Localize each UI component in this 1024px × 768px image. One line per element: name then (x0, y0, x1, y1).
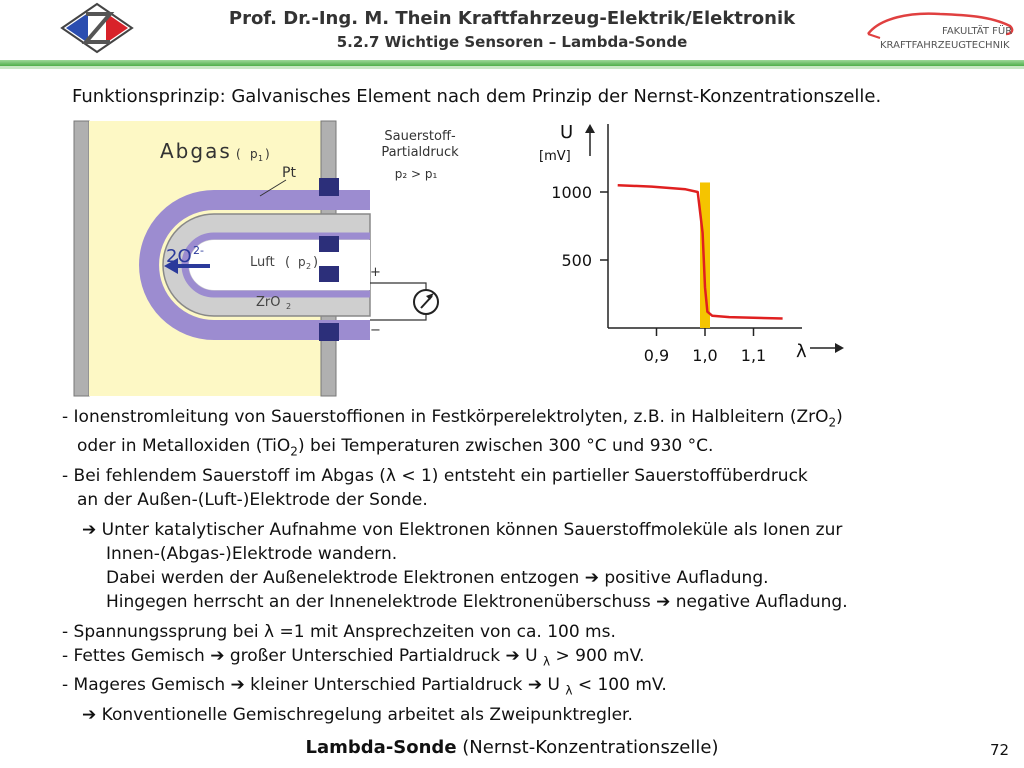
bullet-missing-oxygen-cont: an der Außen-(Luft-)Elektrode der Sonde. (77, 489, 428, 510)
ion-label: 2O (166, 246, 192, 267)
pt-label: Pt (282, 165, 296, 181)
bullet-list (62, 405, 1012, 727)
bullet-rich-mixture: - Fettes Gemisch ➔ großer Unterschied Partialdruck ➔ U $_\lambda$ > 900 mV. (62, 645, 645, 669)
abgas-p-close: ) (265, 147, 270, 161)
partialdruck-label-line1: Sauerstoff- (384, 129, 456, 144)
partialdruck-label-line2: Partialdruck (381, 145, 459, 160)
seal-bottom (319, 323, 339, 341)
housing-left-wall (74, 121, 89, 396)
abgas-p-open: ( (236, 147, 241, 161)
bullet-lean-mixture: - Mageres Gemisch ➔ kleiner Unterschied Partialdruck ➔ U $_\lambda$ < 100 mV. (62, 675, 667, 698)
wire-plus (370, 283, 426, 290)
luft-label: Luft (250, 255, 275, 270)
y-tick-label: 500 (561, 251, 592, 270)
arrow-icon: ➔ (656, 591, 671, 612)
header-title: Prof. Dr.-Ing. M. Thein Kraftfahrzeug-Elektrik/Elektronik (228, 8, 796, 29)
faculty-logo (860, 4, 1020, 54)
bullet-ion-conduction-cont: oder in Metalloxiden (TiO$_2$) bei Temperaturen zwischen 300 °C und 930 °C. (77, 436, 714, 459)
bullet-two-point-control: ➔ Konventionelle Gemischregelung arbeitet als Zweipunktregler. (82, 704, 633, 725)
y-axis-label: U (560, 122, 574, 143)
sensor-diagram (64, 116, 484, 401)
arrow-icon: ➔ (584, 567, 599, 588)
principle-text: Funktionsprinzip: Galvanisches Element nach dem Prinzip der Nernst-Konzentrationszelle. (72, 86, 882, 107)
seal-upper (319, 236, 339, 252)
x-axis-label: λ (796, 341, 807, 362)
abgas-label: Abgas (160, 139, 232, 163)
arrow-icon: ➔ (82, 519, 97, 540)
y-tick-label: 1000 (551, 183, 592, 202)
luft-p: p (298, 255, 306, 269)
zro2-label-sub: 2 (286, 302, 292, 311)
seal-lower (319, 266, 339, 282)
bullet-negative-charge: Hingegen herrscht an der Innenelektrode Elektronenüberschuss ➔ negative Aufladung. (106, 591, 848, 612)
x-axis-arrowhead (835, 343, 844, 353)
x-tick-label: 1,1 (740, 346, 767, 365)
bullet-catalytic-cont: Innen-(Abgas-)Elektrode wandern. (106, 543, 398, 564)
slide-footer (0, 737, 1024, 758)
header-subtitle: 5.2.7 Wichtige Sensoren – Lambda-Sonde (336, 33, 688, 51)
x-tick-label: 0,9 (643, 346, 670, 365)
faculty-logo-line1: FAKULTÄT FÜR (942, 26, 1013, 37)
luft-p-close: ) (313, 255, 319, 270)
lambda-chart (532, 116, 872, 376)
arrow-icon: ➔ (505, 645, 520, 666)
arrow-icon: ➔ (230, 675, 245, 696)
bullet-voltage-jump: - Spannungssprung bei λ =1 mit Ansprechzeiten von ca. 100 ms. (62, 621, 616, 642)
abgas-p-sub: 1 (258, 154, 264, 163)
lambda-one-highlight (700, 182, 710, 328)
zro2-label: ZrO (256, 295, 281, 310)
abgas-p: p (250, 147, 258, 161)
page-number: 72 (990, 741, 1010, 759)
wire-minus (370, 314, 426, 320)
pressure-relation: p₂ > p₁ (394, 167, 438, 181)
plus-sign: + (370, 265, 381, 280)
footer-title: Lambda-Sonde (305, 737, 457, 758)
bullet-catalytic: ➔ Unter katalytischer Aufnahme von Elektronen können Sauerstoffmoleküle als Ionen zur (82, 519, 843, 540)
arrow-icon: ➔ (527, 675, 543, 696)
ion-label-sup: 2- (193, 244, 204, 257)
arrow-icon: ➔ (82, 704, 97, 725)
arrow-icon: ➔ (210, 645, 225, 666)
header-divider-shadow (0, 66, 1024, 69)
y-axis-unit: [mV] (539, 149, 571, 164)
bullet-ion-conduction: - Ionenstromleitung von Sauerstoffionen in Festkörperelektrolyten, z.B. in Halbleitern (ZrO$_2$) (62, 407, 843, 430)
y-axis-arrowhead (585, 124, 595, 133)
minus-sign: − (370, 323, 381, 338)
bullet-missing-oxygen: - Bei fehlendem Sauerstoff im Abgas (λ < 1) entsteht ein partieller Sauerstoffüberdruck (62, 465, 808, 486)
faculty-logo-line2: KRAFTFAHRZEUGTECHNIK (880, 40, 1010, 51)
x-tick-label: 1,0 (692, 346, 718, 365)
luft-p-sub: 2 (306, 262, 312, 271)
air-channel (189, 240, 370, 290)
slide-header (0, 0, 1024, 68)
seal-top (319, 178, 339, 196)
bullet-positive-charge: Dabei werden der Außenelektrode Elektronen entzogen ➔ positive Aufladung. (106, 567, 769, 588)
luft-p-open: ( (285, 255, 291, 270)
footer-subtitle: (Nernst-Konzentrationszelle) (456, 737, 719, 758)
